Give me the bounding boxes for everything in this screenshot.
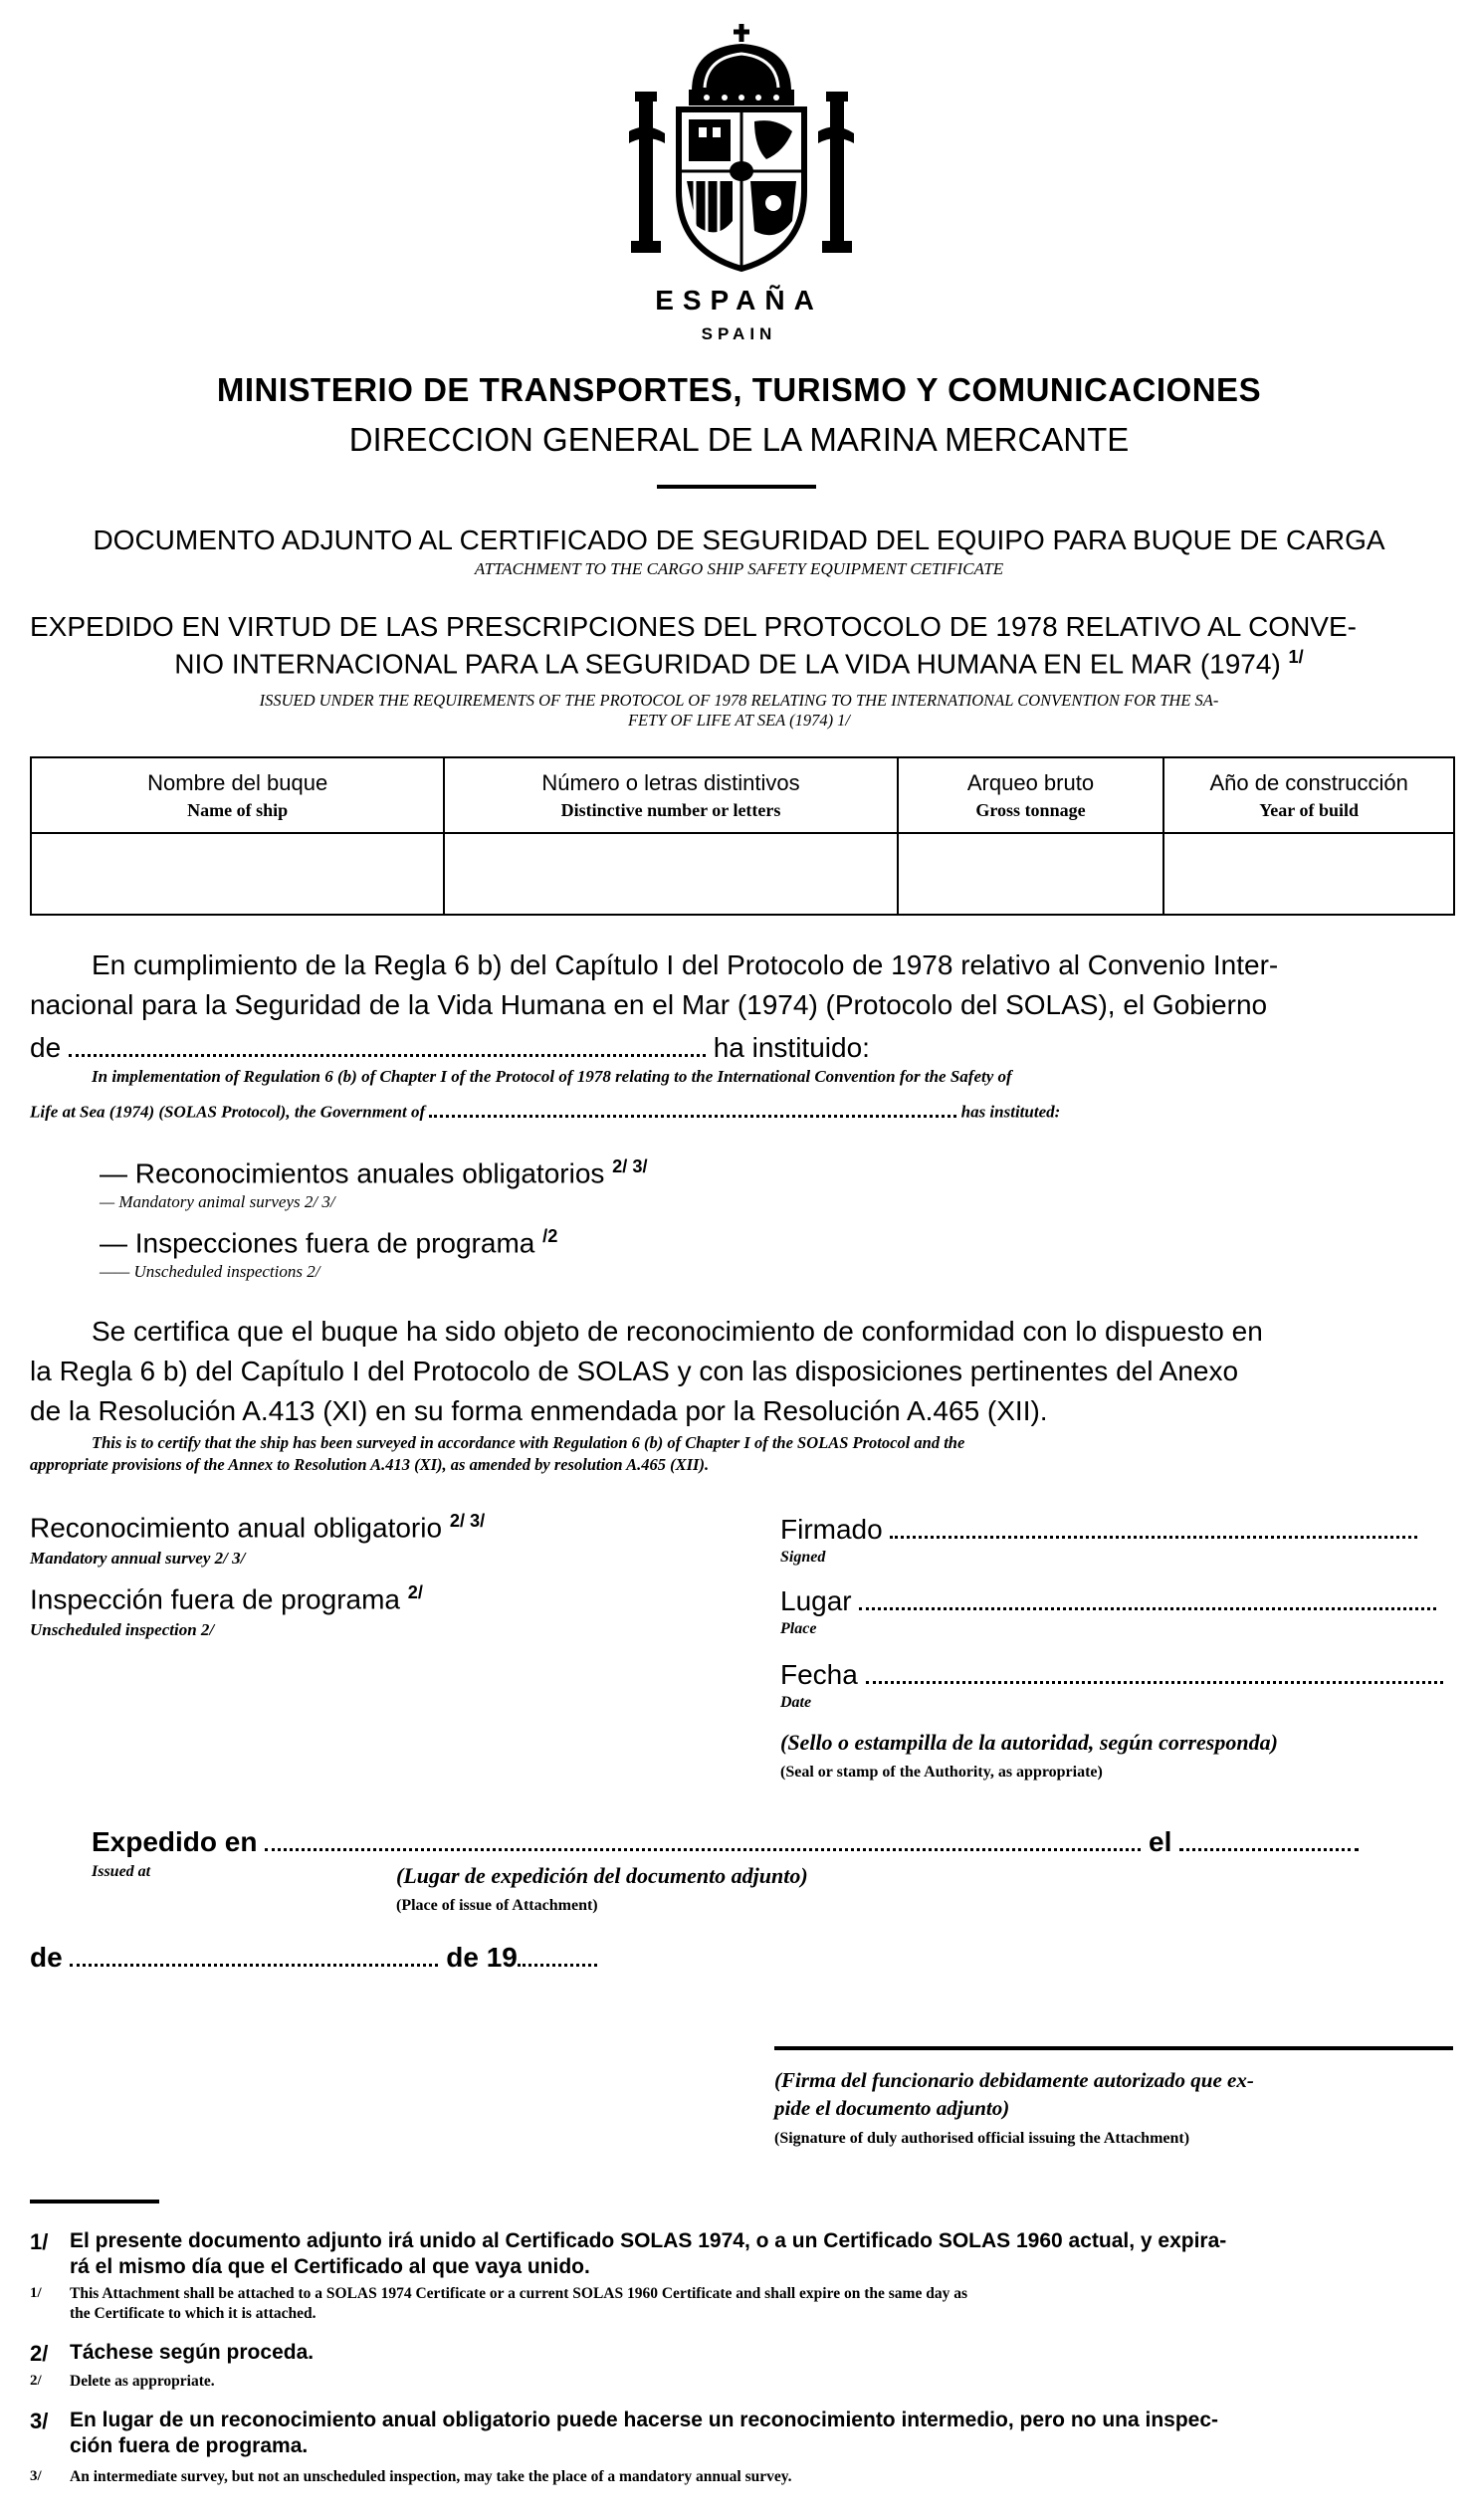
- footnote-1-es-line1: El presente documento adjunto irá unido al Certificado SOLAS 1974, o a un Certificado SOLAS 1960 actual, y expira-: [70, 2229, 1227, 2252]
- footnote-1-mark: 1/: [30, 2229, 49, 2254]
- issued-under-line1: EXPEDIDO EN VIRTUD DE LAS PRESCRIPCIONES DEL PROTOCOLO DE 1978 RELATIVO AL CONVE-: [30, 611, 1357, 642]
- footnotes-divider: [30, 2200, 159, 2204]
- directorate-title: DIRECCION GENERAL DE LA MARINA MERCANTE: [348, 421, 1130, 458]
- survey-type-unscheduled-en: Unscheduled inspection 2/: [30, 1620, 215, 1639]
- footnote-1-en-line1: This Attachment shall be attached to a SOLAS 1974 Certificate or a current SOLAS 1960 Certificate and shall expire on the same day as: [70, 2285, 967, 2302]
- gross-tonnage-header: Arqueo bruto Gross tonnage: [898, 757, 1164, 833]
- official-signature-note-line2: pide el documento adjunto): [774, 2096, 1010, 2120]
- official-signature-note-line1: (Firma del funcionario debidamente autorizado que ex-: [774, 2068, 1254, 2092]
- compliance-en-end: has instituted:: [960, 1102, 1061, 1122]
- footnote-3-mark: 3/: [30, 2409, 49, 2433]
- footnote-2-en-line1: Delete as appropriate.: [70, 2373, 215, 2390]
- item-unscheduled-inspections: [100, 1226, 557, 1259]
- survey-type-unscheduled-note: 2/: [407, 1582, 423, 1602]
- signed-label: Firmado: [780, 1514, 883, 1546]
- issued-at-field: [92, 1823, 1455, 1858]
- survey-type-annual[interactable]: [30, 1511, 485, 1544]
- footnote-2-en-mark: 2/: [30, 2373, 42, 2389]
- footnote-ref-1: 1/: [1288, 647, 1304, 667]
- compliance-en-line1: In implementation of Regulation 6 (b) of Chapter I of the Protocol of 1978 relating to the International Convention for the Safety of: [92, 1067, 1012, 1086]
- place-of-issue-note-en: (Place of issue of Attachment): [396, 1897, 598, 1914]
- footnote-1-es-line2: rá el mismo día que el Certificado al que vaya unido.: [70, 2255, 590, 2278]
- compliance-line1: En cumplimiento de la Regla 6 b) del Capítulo I del Protocolo de 1978 relativo al Convenio Inter-: [92, 949, 1279, 980]
- date-label: Fecha: [780, 1659, 858, 1691]
- date-of-issue-year-label: de 19: [446, 1942, 518, 1974]
- date-field: [780, 1656, 1457, 1691]
- footnote-2-es-line1: Táchese según proceda.: [70, 2341, 315, 2364]
- footnote-3-es-line2: ción fuera de programa.: [70, 2434, 309, 2457]
- issued-at-label-en: Issued at: [92, 1863, 151, 1880]
- survey-type-annual-text: Reconocimiento anual obligatorio: [30, 1512, 443, 1544]
- compliance-line3: [30, 1029, 1025, 1064]
- year-of-build-header: Año de construcción Year of build: [1163, 757, 1454, 833]
- date-of-issue-day-blank[interactable]: [70, 1939, 438, 1967]
- compliance-en-line2: [30, 1101, 1324, 1123]
- seal-note: (Sello o estampilla de la autoridad, según corresponda): [780, 1730, 1278, 1755]
- footnote-3-en-mark: 3/: [30, 2468, 42, 2484]
- distinctive-number-header: Número o letras distintivos Distinctive number or letters: [444, 757, 897, 833]
- place-label-en: Place: [780, 1620, 817, 1637]
- ministry-title: MINISTERIO DE TRANSPORTES, TURISMO Y COMUNICACIONES: [216, 371, 1262, 408]
- survey-type-annual-en: Mandatory annual survey 2/ 3/: [30, 1549, 246, 1568]
- issued-on-label: el: [1149, 1826, 1172, 1858]
- item-mandatory-surveys-note: 2/ 3/: [612, 1156, 648, 1176]
- certify-line3: de la Resolución A.413 (XI) en su forma enmendada por la Resolución A.465 (XII).: [30, 1395, 1048, 1426]
- government-blank[interactable]: [69, 1029, 706, 1057]
- document-title: DOCUMENTO ADJUNTO AL CERTIFICADO DE SEGURIDAD DEL EQUIPO PARA BUQUE DE CARGA: [93, 525, 1385, 555]
- compliance-de: de: [30, 1032, 62, 1064]
- date-of-issue-de: de: [30, 1942, 63, 1974]
- government-blank-en[interactable]: [429, 1101, 956, 1118]
- date-blank[interactable]: [866, 1656, 1443, 1684]
- header-divider: [657, 485, 816, 489]
- issued-under-line2: [0, 647, 1478, 680]
- item-unscheduled-inspections-note: /2: [542, 1226, 558, 1246]
- ship-name-header: Nombre del buque Name of ship: [31, 757, 444, 833]
- year-of-build-value[interactable]: [1163, 833, 1454, 915]
- ship-particulars-table: [30, 756, 1455, 914]
- signed-field: [780, 1511, 1457, 1546]
- ship-name-value[interactable]: [31, 833, 444, 915]
- survey-type-annual-note: 2/ 3/: [449, 1511, 486, 1531]
- item-mandatory-surveys-en: — Mandatory animal surveys 2/ 3/: [100, 1192, 335, 1211]
- signed-label-en: Signed: [780, 1549, 826, 1566]
- compliance-instituted: ha instituido:: [713, 1032, 870, 1064]
- certify-line1: Se certifica que el buque ha sido objeto de reconocimiento de conformidad con lo dispuesto en: [92, 1316, 1263, 1347]
- date-of-issue-year-blank[interactable]: [518, 1939, 597, 1967]
- certify-en-line2: appropriate provisions of the Annex to Resolution A.413 (XI), as amended by resolution A.465 (XII).: [30, 1455, 710, 1474]
- item-unscheduled-inspections-en: —— Unscheduled inspections 2/: [100, 1262, 320, 1281]
- country-title-en: SPAIN: [701, 324, 777, 343]
- issued-under-en-line2: FETY OF LIFE AT SEA (1974) 1/: [627, 711, 851, 730]
- ship-table-header-row: [31, 757, 1454, 833]
- compliance-line2: nacional para la Seguridad de la Vida Humana en el Mar (1974) (Protocolo del SOLAS), el Gobierno: [30, 989, 1268, 1020]
- footnote-3-es-line1: En lugar de un reconocimiento anual obligatorio puede hacerse un reconocimiento intermedio, pero no una inspec-: [70, 2409, 1219, 2431]
- date-of-issue-field: [30, 1939, 597, 1974]
- place-field: [780, 1582, 1457, 1617]
- ship-table-value-row: [31, 833, 1454, 915]
- item-mandatory-surveys: [100, 1156, 648, 1189]
- seal-note-en: (Seal or stamp of the Authority, as appropriate): [780, 1764, 1103, 1781]
- issued-under-en-line1: ISSUED UNDER THE REQUIREMENTS OF THE PROTOCOL OF 1978 RELATING TO THE INTERNATIONAL CONVENTION FOR THE SA-: [259, 691, 1219, 710]
- gross-tonnage-value[interactable]: [898, 833, 1164, 915]
- issued-at-label: Expedido en: [92, 1826, 258, 1858]
- document-title-en: ATTACHMENT TO THE CARGO SHIP SAFETY EQUIPMENT CETIFICATE: [474, 559, 1004, 578]
- certify-line2: la Regla 6 b) del Capítulo I del Protocolo de SOLAS y con las disposiciones pertinentes del Anexo: [30, 1356, 1239, 1386]
- footnote-2-mark: 2/: [30, 2341, 49, 2366]
- official-signature-line[interactable]: [774, 2046, 1453, 2050]
- compliance-en-start: Life at Sea (1974) (SOLAS Protocol), the Government of: [30, 1102, 426, 1122]
- issued-under-line2-text: NIO INTERNACIONAL PARA LA SEGURIDAD DE LA VIDA HUMANA EN EL MAR (1974): [174, 648, 1281, 680]
- issued-at-blank[interactable]: [265, 1823, 1141, 1851]
- distinctive-number-value[interactable]: [444, 833, 897, 915]
- official-signature-note-en: (Signature of duly authorised official issuing the Attachment): [774, 2130, 1190, 2147]
- date-label-en: Date: [780, 1694, 812, 1711]
- footnote-1-en-mark: 1/: [30, 2285, 42, 2301]
- certify-en-line1: This is to certify that the ship has been surveyed in accordance with Regulation 6 (b) of Chapter I of the SOLAS Protocol and the: [92, 1433, 965, 1452]
- footnote-3-en-line1: An intermediate survey, but not an unscheduled inspection, may take the place of a mandatory annual survey.: [70, 2468, 792, 2485]
- spanish-coat-of-arms-icon: [617, 22, 866, 276]
- item-unscheduled-inspections-text: — Inspecciones fuera de programa: [100, 1227, 535, 1259]
- issued-on-blank[interactable]: [1179, 1823, 1359, 1851]
- survey-type-unscheduled[interactable]: [30, 1582, 423, 1615]
- place-of-issue-note: (Lugar de expedición del documento adjunto): [396, 1863, 808, 1888]
- place-label: Lugar: [780, 1585, 852, 1617]
- country-title: ESPAÑA: [655, 285, 823, 315]
- place-blank[interactable]: [859, 1582, 1436, 1610]
- survey-type-unscheduled-text: Inspección fuera de programa: [30, 1583, 400, 1615]
- signed-blank[interactable]: [890, 1511, 1417, 1539]
- footnote-1-en-line2: the Certificate to which it is attached.: [70, 2305, 317, 2322]
- item-mandatory-surveys-text: — Reconocimientos anuales obligatorios: [100, 1157, 605, 1189]
